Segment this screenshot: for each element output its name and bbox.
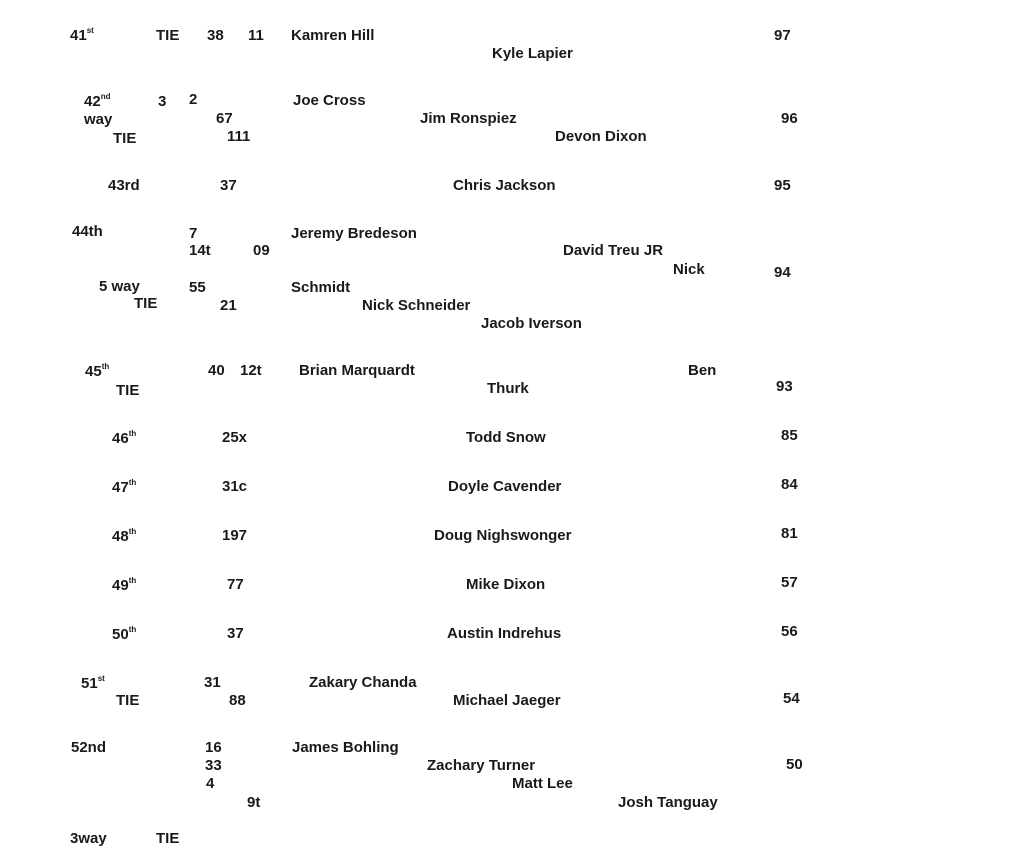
driver-name: Thurk	[487, 380, 529, 397]
score: 95	[774, 177, 791, 194]
car-number: 33	[205, 757, 222, 774]
place-47	[112, 479, 136, 497]
tie-label: TIE	[116, 692, 140, 709]
driver-name: Zachary Turner	[427, 757, 536, 774]
driver-name: Mike Dixon	[466, 576, 546, 593]
place-suffix: th	[128, 527, 137, 536]
driver-name: Kamren Hill	[291, 27, 375, 44]
driver-name: David Treu JR	[563, 242, 664, 259]
tie-label: TIE	[156, 830, 180, 847]
driver-name: Devon Dixon	[555, 128, 647, 145]
car-number: 09	[253, 242, 270, 259]
car-number: 88	[229, 692, 246, 709]
place-suffix: th	[128, 625, 137, 634]
car-number: 25x	[222, 429, 248, 446]
place-44: 44th	[72, 223, 103, 240]
score: 84	[781, 476, 798, 493]
place-suffix: th	[128, 478, 137, 487]
place-number: 50	[112, 626, 129, 643]
way-label: 3way	[70, 830, 107, 847]
driver-name: Nick Schneider	[362, 297, 471, 314]
score: 97	[774, 27, 791, 44]
score: 54	[783, 690, 800, 707]
driver-name: Austin Indrehus	[447, 625, 562, 642]
car-number: 16	[205, 739, 222, 756]
score: 81	[781, 525, 798, 542]
car-number: 11	[248, 27, 264, 44]
place-number: 45	[85, 363, 102, 380]
place-suffix: th	[128, 576, 137, 585]
score: 85	[781, 427, 798, 444]
place-number: 48	[112, 528, 129, 545]
place-48	[112, 528, 136, 546]
way-label: 5 way	[99, 278, 140, 295]
car-number: 38	[207, 27, 224, 44]
car-number: 111	[227, 128, 251, 145]
driver-name: Zakary Chanda	[309, 674, 417, 691]
car-number: 3	[158, 93, 167, 110]
place-suffix: th	[101, 362, 110, 371]
driver-name: Ben	[688, 362, 717, 379]
place-42	[84, 93, 110, 111]
tie-label: TIE	[156, 27, 180, 44]
place-50	[112, 626, 136, 644]
driver-name: Jacob Iverson	[481, 315, 582, 332]
place-51	[81, 675, 105, 693]
car-number: 55	[189, 279, 206, 296]
place-number: 51	[81, 675, 98, 692]
score: 57	[781, 574, 798, 591]
driver-name: Nick	[673, 261, 705, 278]
tie-label: TIE	[134, 295, 158, 312]
place-number: 41	[70, 27, 87, 44]
place-number: 42	[84, 93, 101, 110]
car-number: 12t	[240, 362, 262, 379]
score: 50	[786, 756, 803, 773]
driver-name: Brian Marquardt	[299, 362, 415, 379]
way-label: way	[84, 111, 113, 128]
place-number: 46	[112, 430, 129, 447]
car-number: 31	[204, 674, 221, 691]
car-number: 9t	[247, 794, 261, 811]
driver-name: Jim Ronspiez	[420, 110, 517, 127]
driver-name: Todd Snow	[466, 429, 546, 446]
place-suffix: st	[86, 26, 94, 35]
place-number: 49	[112, 577, 129, 594]
score: 94	[774, 264, 791, 281]
tie-label: TIE	[113, 130, 137, 147]
driver-name: James Bohling	[292, 739, 399, 756]
driver-name: Matt Lee	[512, 775, 573, 792]
car-number: 67	[216, 110, 233, 127]
car-number: 2	[189, 91, 198, 108]
car-number: 21	[220, 297, 237, 314]
driver-name: Doug Nighswonger	[434, 527, 572, 544]
car-number: 37	[220, 177, 237, 194]
place-41	[70, 27, 94, 45]
place-49	[112, 577, 136, 595]
car-number: 7	[189, 225, 198, 242]
place-43: 43rd	[108, 177, 140, 194]
car-number: 4	[206, 775, 215, 792]
place-52: 52nd	[71, 739, 107, 756]
place-46	[112, 430, 136, 448]
car-number: 14t	[189, 242, 211, 259]
driver-name: Kyle Lapier	[492, 45, 573, 62]
driver-name: Schmidt	[291, 279, 351, 296]
car-number: 197	[222, 527, 248, 544]
car-number: 77	[227, 576, 244, 593]
place-suffix: nd	[100, 92, 111, 101]
place-45	[85, 363, 109, 381]
place-number: 47	[112, 479, 129, 496]
score: 96	[781, 110, 798, 127]
car-number: 40	[208, 362, 225, 379]
driver-name: Joe Cross	[293, 92, 366, 109]
tie-label: TIE	[116, 382, 140, 399]
score: 56	[781, 623, 798, 640]
driver-name: Doyle Cavender	[448, 478, 562, 495]
driver-name: Chris Jackson	[453, 177, 556, 194]
place-suffix: th	[128, 429, 137, 438]
driver-name: Josh Tanguay	[618, 794, 718, 811]
car-number: 37	[227, 625, 244, 642]
driver-name: Jeremy Bredeson	[291, 225, 417, 242]
car-number: 31c	[222, 478, 248, 495]
place-suffix: st	[97, 674, 105, 683]
score: 93	[776, 378, 793, 395]
driver-name: Michael Jaeger	[453, 692, 561, 709]
